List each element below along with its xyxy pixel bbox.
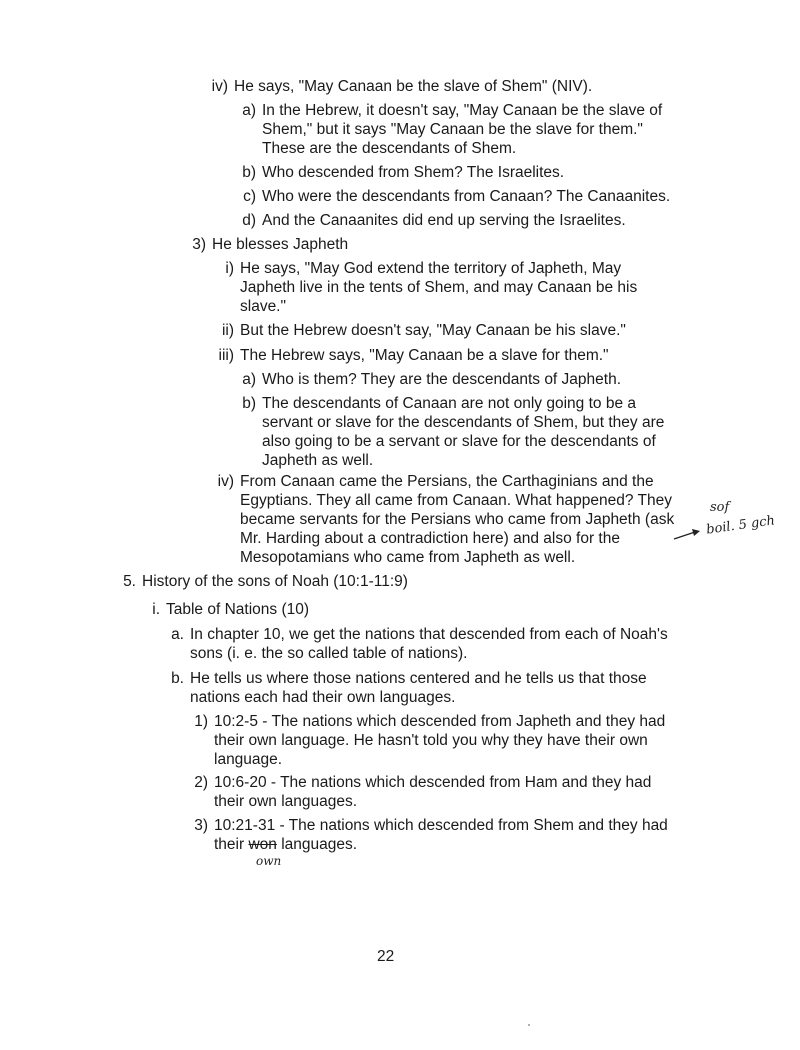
text-line: sons (i. e. the so called table of nations). xyxy=(190,645,468,662)
list-marker: a) xyxy=(242,371,256,388)
list-marker: iv) xyxy=(211,78,228,95)
list-item xyxy=(154,669,750,707)
text-line: Mesopotamians who came from Japheth as well. xyxy=(240,549,576,566)
list-item xyxy=(200,259,710,316)
struck-word: won xyxy=(248,836,277,853)
list-text xyxy=(262,211,732,230)
text-line: became servants for the Persians who came from Japheth (ask xyxy=(240,511,675,528)
list-text xyxy=(166,600,706,619)
list-marker: i. xyxy=(152,601,160,618)
list-item xyxy=(226,370,732,389)
handwritten-note: boil. 5 gch xyxy=(705,513,776,538)
list-item xyxy=(226,211,732,230)
list-marker: 2) xyxy=(194,774,208,791)
list-item xyxy=(130,600,706,619)
text-line: In the Hebrew, it doesn't say, "May Canaan be the slave of xyxy=(262,102,663,119)
list-text xyxy=(262,394,732,470)
list-item xyxy=(196,77,714,96)
text-line: Table of Nations (10) xyxy=(166,601,310,618)
scan-speck xyxy=(528,1024,530,1026)
list-item xyxy=(200,321,710,340)
list-marker: ii) xyxy=(221,322,234,339)
list-text xyxy=(142,572,702,591)
text-line: language. xyxy=(214,751,283,768)
list-marker: 3) xyxy=(192,236,206,253)
list-text xyxy=(262,101,732,158)
list-marker: b) xyxy=(242,164,256,181)
text-line: 10:2-5 - The nations which descended from Japheth and they had xyxy=(214,713,666,730)
list-text xyxy=(190,625,750,663)
handwritten-arrow xyxy=(672,526,708,542)
list-item xyxy=(178,816,754,854)
text-line: Who descended from Shem? The Israelites. xyxy=(262,164,565,181)
list-marker: a. xyxy=(171,626,184,643)
text-fragment: their xyxy=(214,836,249,853)
list-marker: b. xyxy=(171,670,184,687)
list-text xyxy=(190,669,750,707)
handwritten-note: sof xyxy=(710,500,730,515)
text-line: The Hebrew says, "May Canaan be a slave for them." xyxy=(240,347,609,364)
text-line: Mr. Harding about a contradiction here) and also for the xyxy=(240,530,620,547)
list-marker: 3) xyxy=(194,817,208,834)
text-line: He tells us where those nations centered and he tells us that those xyxy=(190,670,647,687)
text-line: Shem," but it says "May Canaan be the slave for them." xyxy=(262,121,643,138)
text-line: slave." xyxy=(240,298,286,315)
list-text xyxy=(262,187,732,206)
list-item xyxy=(226,101,732,158)
list-marker: i) xyxy=(225,260,234,277)
text-line: He blesses Japheth xyxy=(212,236,349,253)
list-item xyxy=(226,163,732,182)
list-item xyxy=(226,187,732,206)
list-marker: a) xyxy=(242,102,256,119)
list-item xyxy=(176,235,712,254)
text-line: Egyptians. They all came from Canaan. What happened? They xyxy=(240,492,672,509)
text-line: He says, "May God extend the territory of Japheth, May xyxy=(240,260,622,277)
text-line-with-correction xyxy=(214,835,754,854)
list-item xyxy=(178,712,754,769)
text-line: also going to be a servant or slave for the descendants of xyxy=(262,433,656,450)
list-marker: b) xyxy=(242,395,256,412)
list-marker: d) xyxy=(242,212,256,229)
list-marker: iii) xyxy=(218,347,234,364)
text-line: He says, "May Canaan be the slave of Shem" (NIV). xyxy=(234,78,593,95)
list-text xyxy=(214,773,754,811)
text-line: their own languages. xyxy=(214,793,358,810)
text-line: Japheth as well. xyxy=(262,452,374,469)
page-number: 22 xyxy=(377,948,395,965)
text-fragment: languages. xyxy=(276,836,358,853)
list-marker: c) xyxy=(243,188,256,205)
text-line: History of the sons of Noah (10:1-11:9) xyxy=(142,573,408,590)
list-text xyxy=(234,77,714,96)
list-item xyxy=(154,625,750,663)
text-line: 10:6-20 - The nations which descended from Ham and they had xyxy=(214,774,652,791)
text-line: The descendants of Canaan are not only going to be a xyxy=(262,395,636,412)
list-text xyxy=(240,346,710,365)
text-line: their own language. He hasn't told you why they have their own xyxy=(214,732,648,749)
text-line: But the Hebrew doesn't say, "May Canaan be his slave." xyxy=(240,322,626,339)
list-item xyxy=(178,773,754,811)
handwritten-correction: own xyxy=(256,854,282,868)
list-text xyxy=(214,816,754,854)
list-text xyxy=(262,163,732,182)
text-line: Who were the descendants from Canaan? The Canaanites. xyxy=(262,188,671,205)
list-marker: 1) xyxy=(194,713,208,730)
text-line: Japheth live in the tents of Shem, and may Canaan be his xyxy=(240,279,638,296)
list-item xyxy=(226,394,732,470)
text-line: nations each had their own languages. xyxy=(190,689,456,706)
list-text xyxy=(240,321,710,340)
list-item xyxy=(200,346,710,365)
text-line: Who is them? They are the descendants of Japheth. xyxy=(262,371,622,388)
text-line: And the Canaanites did end up serving the Israelites. xyxy=(262,212,626,229)
text-line: In chapter 10, we get the nations that descended from each of Noah's xyxy=(190,626,668,643)
list-marker: 5. xyxy=(123,573,136,590)
list-text xyxy=(240,259,710,316)
list-text xyxy=(214,712,754,769)
list-text xyxy=(240,472,720,567)
text-line: 10:21-31 - The nations which descended from Shem and they had xyxy=(214,817,668,834)
list-text xyxy=(212,235,712,254)
text-line: servant or slave for the descendants of Shem, but they are xyxy=(262,414,665,431)
list-marker: iv) xyxy=(217,473,234,490)
text-line: From Canaan came the Persians, the Carthaginians and the xyxy=(240,473,654,490)
list-text xyxy=(262,370,732,389)
list-item xyxy=(200,472,720,567)
list-item xyxy=(106,572,702,591)
text-line: These are the descendants of Shem. xyxy=(262,140,517,157)
